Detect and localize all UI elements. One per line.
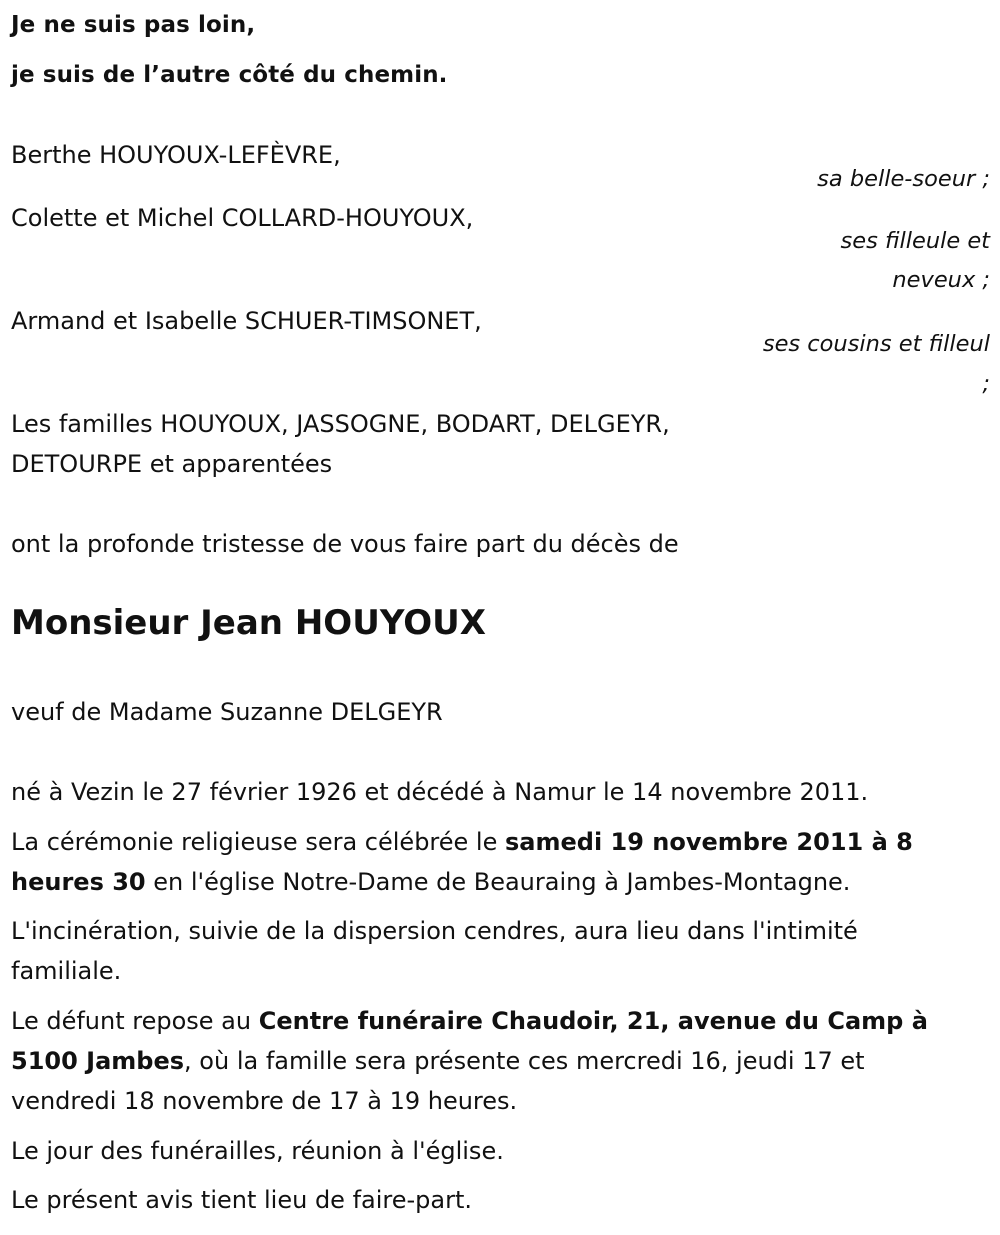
widower-of-text: veuf de Madame Suzanne DELGEYR: [11, 698, 443, 726]
mourner-1-relation: sa belle-soeur ;: [817, 166, 990, 192]
mourner-1-name: Berthe HOUYOUX-LEFÈVRE,: [11, 141, 341, 169]
ceremony-date-part-2: heures 30: [11, 868, 146, 896]
funeral-day-text: Le jour des funérailles, réunion à l'église.: [11, 1137, 504, 1165]
announcement-text: ont la profonde tristesse de vous faire part du décès de: [11, 530, 679, 558]
mourner-2-relation-line-1: ses filleule et: [840, 228, 990, 254]
epigraph-line-1: Je ne suis pas loin,: [11, 12, 256, 38]
rest-line-3: vendredi 18 novembre de 17 à 19 heures.: [11, 1087, 518, 1115]
notice-text: Le présent avis tient lieu de faire-part.: [11, 1186, 473, 1214]
incineration-line-1: L'incinération, suivie de la dispersion cendres, aura lieu dans l'intimité: [11, 917, 858, 945]
ceremony-line-1: [11, 830, 913, 854]
rest-line-1: [11, 1009, 928, 1033]
rest-line-2: [11, 1049, 865, 1073]
mourner-2-relation-line-2: neveux ;: [892, 267, 990, 293]
deceased-name: Monsieur Jean HOUYOUX: [11, 603, 486, 643]
ceremony-prefix: La cérémonie religieuse sera célébrée le: [11, 828, 505, 856]
mourner-3-relation-line-2: ;: [982, 371, 990, 397]
rest-place-part-2: 5100 Jambes: [11, 1047, 185, 1075]
mourner-2-name: Colette et Michel COLLARD-HOUYOUX,: [11, 204, 474, 232]
ceremony-line-2: [11, 870, 850, 894]
ceremony-date-part-1: samedi 19 novembre 2011 à 8: [505, 828, 913, 856]
epigraph-line-2: je suis de l’autre côté du chemin.: [11, 62, 448, 88]
families-line-1: Les familles HOUYOUX, JASSOGNE, BODART, DELGEYR,: [11, 410, 670, 438]
ceremony-suffix: en l'église Notre-Dame de Beauraing à Jambes-Montagne.: [145, 868, 851, 896]
families-line-2: DETOURPE et apparentées: [11, 450, 333, 478]
rest-suffix: , où la famille sera présente ces mercredi 16, jeudi 17 et: [184, 1047, 865, 1075]
mourner-3-name: Armand et Isabelle SCHUER-TIMSONET,: [11, 307, 482, 335]
rest-prefix: Le défunt repose au: [11, 1007, 259, 1035]
mourner-3-relation-line-1: ses cousins et filleul: [762, 331, 990, 357]
birth-death-text: né à Vezin le 27 février 1926 et décédé à Namur le 14 novembre 2011.: [11, 778, 869, 806]
rest-place-part-1: Centre funéraire Chaudoir, 21, avenue du Camp à: [258, 1007, 928, 1035]
incineration-line-2: familiale.: [11, 957, 122, 985]
